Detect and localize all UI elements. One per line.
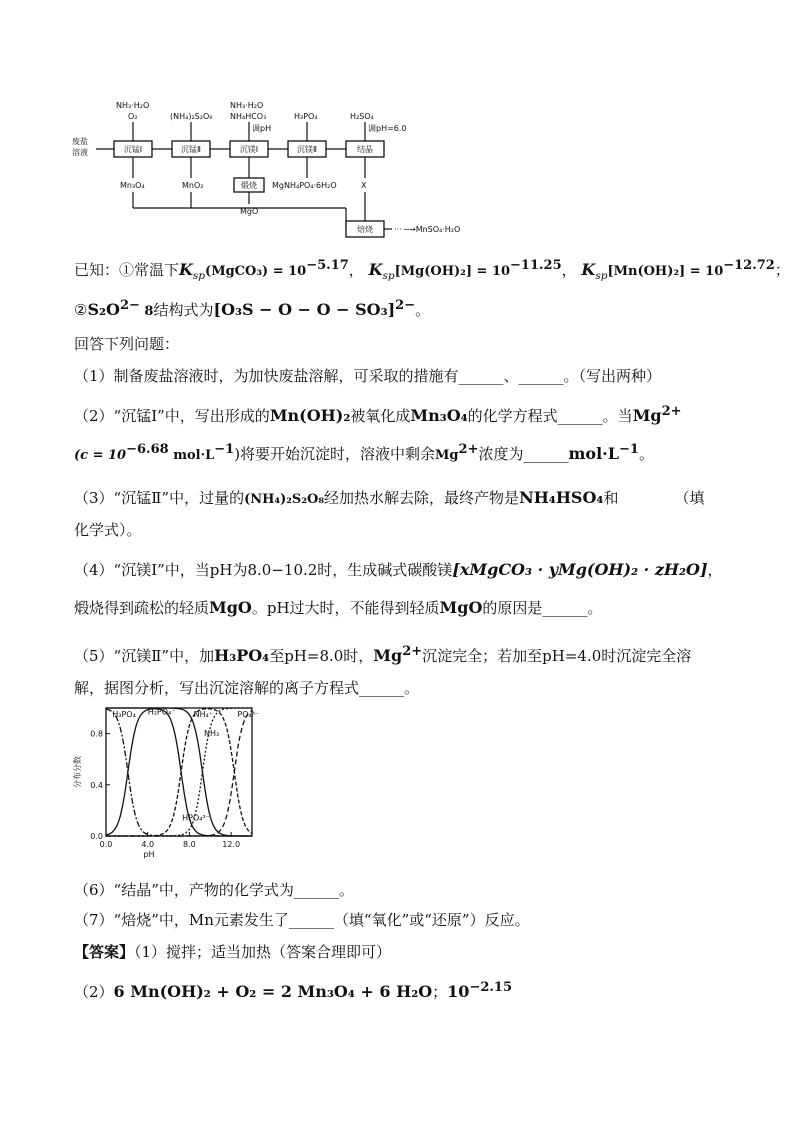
series-label: H₃PO₄ bbox=[112, 709, 136, 719]
distribution-chart bbox=[68, 702, 268, 867]
x-tick-label: 4.0 bbox=[141, 840, 155, 849]
feed-label-bottom: 溶液 bbox=[72, 148, 88, 157]
y-tick-label: 0.8 bbox=[90, 729, 103, 739]
reagent-4a: H₃PO₄ bbox=[294, 112, 318, 121]
box-roast bbox=[346, 221, 384, 237]
x-tick-label: 8.0 bbox=[183, 840, 196, 849]
reagent-3c: 调pH bbox=[252, 124, 272, 133]
series-label: H₂PO₄⁻ bbox=[147, 707, 176, 717]
reagent-1a: NH₃·H₂O bbox=[116, 101, 150, 110]
x-axis-label: pH bbox=[143, 850, 155, 859]
svg-text:焙烧: 焙烧 bbox=[357, 225, 373, 234]
box-mn2 bbox=[172, 141, 210, 157]
reagent-5a: H₂SO₄ bbox=[350, 112, 374, 121]
reagent-1b: O₂ bbox=[128, 112, 138, 121]
known-line-2: $②S_2O^{2-}$ 8结构式为$[O_3S - O - O - SO_3]^{2-}$。 bbox=[74, 298, 431, 319]
box-crystal bbox=[346, 141, 384, 157]
series-label: PO₄³⁻ bbox=[237, 709, 260, 719]
box-mg2 bbox=[288, 141, 326, 157]
output-mno2: MnO₂ bbox=[182, 181, 204, 190]
question-3-line-2: 化学式）。 bbox=[74, 521, 142, 539]
svg-text:沉锰Ⅰ: 沉锰Ⅰ bbox=[123, 145, 143, 154]
x-tick-label: 0.0 bbox=[99, 840, 113, 849]
question-4-line-2: 煅烧得到疏松的轻质MgO。pH过大时，不能得到轻质MgO的原因是______。 bbox=[74, 598, 603, 617]
question-1: （1）制备废盐溶液时，为加快废盐溶解，可采取的措施有______、______。（写出两种） bbox=[74, 367, 662, 385]
series-label: HPO₄²⁻ bbox=[182, 813, 210, 823]
y-tick-label: 0.4 bbox=[90, 780, 103, 790]
series-label: NH₄⁺ bbox=[193, 709, 214, 719]
reagent-5b: 调pH=6.0 bbox=[368, 124, 407, 133]
prompt-text: 回答下列问题： bbox=[74, 335, 180, 353]
y-axis-label: 分布分数 bbox=[73, 756, 82, 788]
reagent-3a: NH₃·H₂O bbox=[230, 101, 264, 110]
question-2-line-1: （2）“沉锰Ⅰ”中，写出形成的Mn(OH)₂被氧化成Mn₃O₄的化学方程式______。当$Mg^{2+}$ bbox=[74, 404, 682, 425]
output-mgo: MgO bbox=[240, 207, 259, 216]
question-2-line-2: ($c = 10^{-6.68}$ $mol\cdot L^{-1}$)将要开始沉淀时，溶液中剩余$Mg^{2+}$浓度为$\_\_\_\_\_\_mol\cdot L^{-1}$。 bbox=[74, 442, 654, 463]
question-7: （7）“焙烧”中，Mn元素发生了______（填“氧化”或“还原”）反应。 bbox=[74, 911, 530, 929]
svg-text:结晶: 结晶 bbox=[357, 145, 373, 154]
output-mn3o4: Mn₃O₄ bbox=[120, 181, 145, 190]
final-product: ··· ─→MnSO₄·H₂O bbox=[394, 225, 461, 234]
feed-label-top: 废盐 bbox=[72, 137, 88, 146]
box-mg1 bbox=[230, 141, 268, 157]
question-3-line-1: （3）“沉锰Ⅱ”中，过量的(NH₄)₂S₂O₈经加热水解去除，最终产物是NH₄HSO₄和 （填 bbox=[74, 488, 705, 507]
y-tick-label: 0.0 bbox=[90, 832, 103, 841]
series-curve bbox=[106, 709, 252, 836]
x-tick-label: 12.0 bbox=[222, 840, 241, 849]
svg-text:沉镁Ⅱ: 沉镁Ⅱ bbox=[297, 145, 317, 154]
svg-text:沉镁Ⅰ: 沉镁Ⅰ bbox=[239, 145, 259, 154]
reagent-3b: NH₄HCO₃ bbox=[230, 112, 267, 121]
answer-label: 【答案】 bbox=[74, 943, 135, 961]
question-5-line-1: （5）“沉镁Ⅱ”中，加H₃PO₄至pH=8.0时，$Mg^{2+}$沉淀完全；若加至pH=4.0时沉淀完全溶 bbox=[74, 644, 692, 665]
question-5-line-2: 解，据图分析，写出沉淀溶解的离子方程式______。 bbox=[74, 679, 420, 697]
answer-line-1: 【答案】（1）搅拌；适当加热（答案合理即可） bbox=[74, 943, 392, 961]
box-mn1 bbox=[114, 141, 152, 157]
output-x: X bbox=[361, 181, 367, 190]
process-flow-diagram bbox=[60, 96, 480, 246]
reagent-2a: (NH₄)₂S₂O₈ bbox=[170, 112, 213, 121]
box-calcine bbox=[234, 178, 264, 192]
question-6: （6）“结晶”中，产物的化学式为______。 bbox=[74, 881, 354, 899]
svg-text:沉锰Ⅱ: 沉锰Ⅱ bbox=[181, 145, 201, 154]
known-line-1: 已知：①常温下$K_{sp}(MgCO_3) = 10^{-5.17}$， $K_{sp}[Mg(OH)_2] = 10^{-11.25}$， $K_{sp}[Mn(OH)_2] = 10^{-12.72}$； bbox=[74, 258, 790, 282]
answer-line-2: （2）6 Mn(OH)₂ + O₂ = 2 Mn₃O₄ + 6 H₂O；$10^{-2.15}$ bbox=[74, 980, 512, 1001]
svg-text:煅烧: 煅烧 bbox=[241, 181, 257, 190]
output-mgnh4po4: MgNH₄PO₄·6H₂O bbox=[272, 181, 337, 190]
series-label: NH₃ bbox=[204, 729, 220, 739]
question-4-line-1: （4）“沉镁Ⅰ”中，当pH为8.0−10.2时，生成碱式碳酸镁[xMgCO₃ · yMg(OH)₂ · zH₂O]， bbox=[74, 560, 723, 579]
